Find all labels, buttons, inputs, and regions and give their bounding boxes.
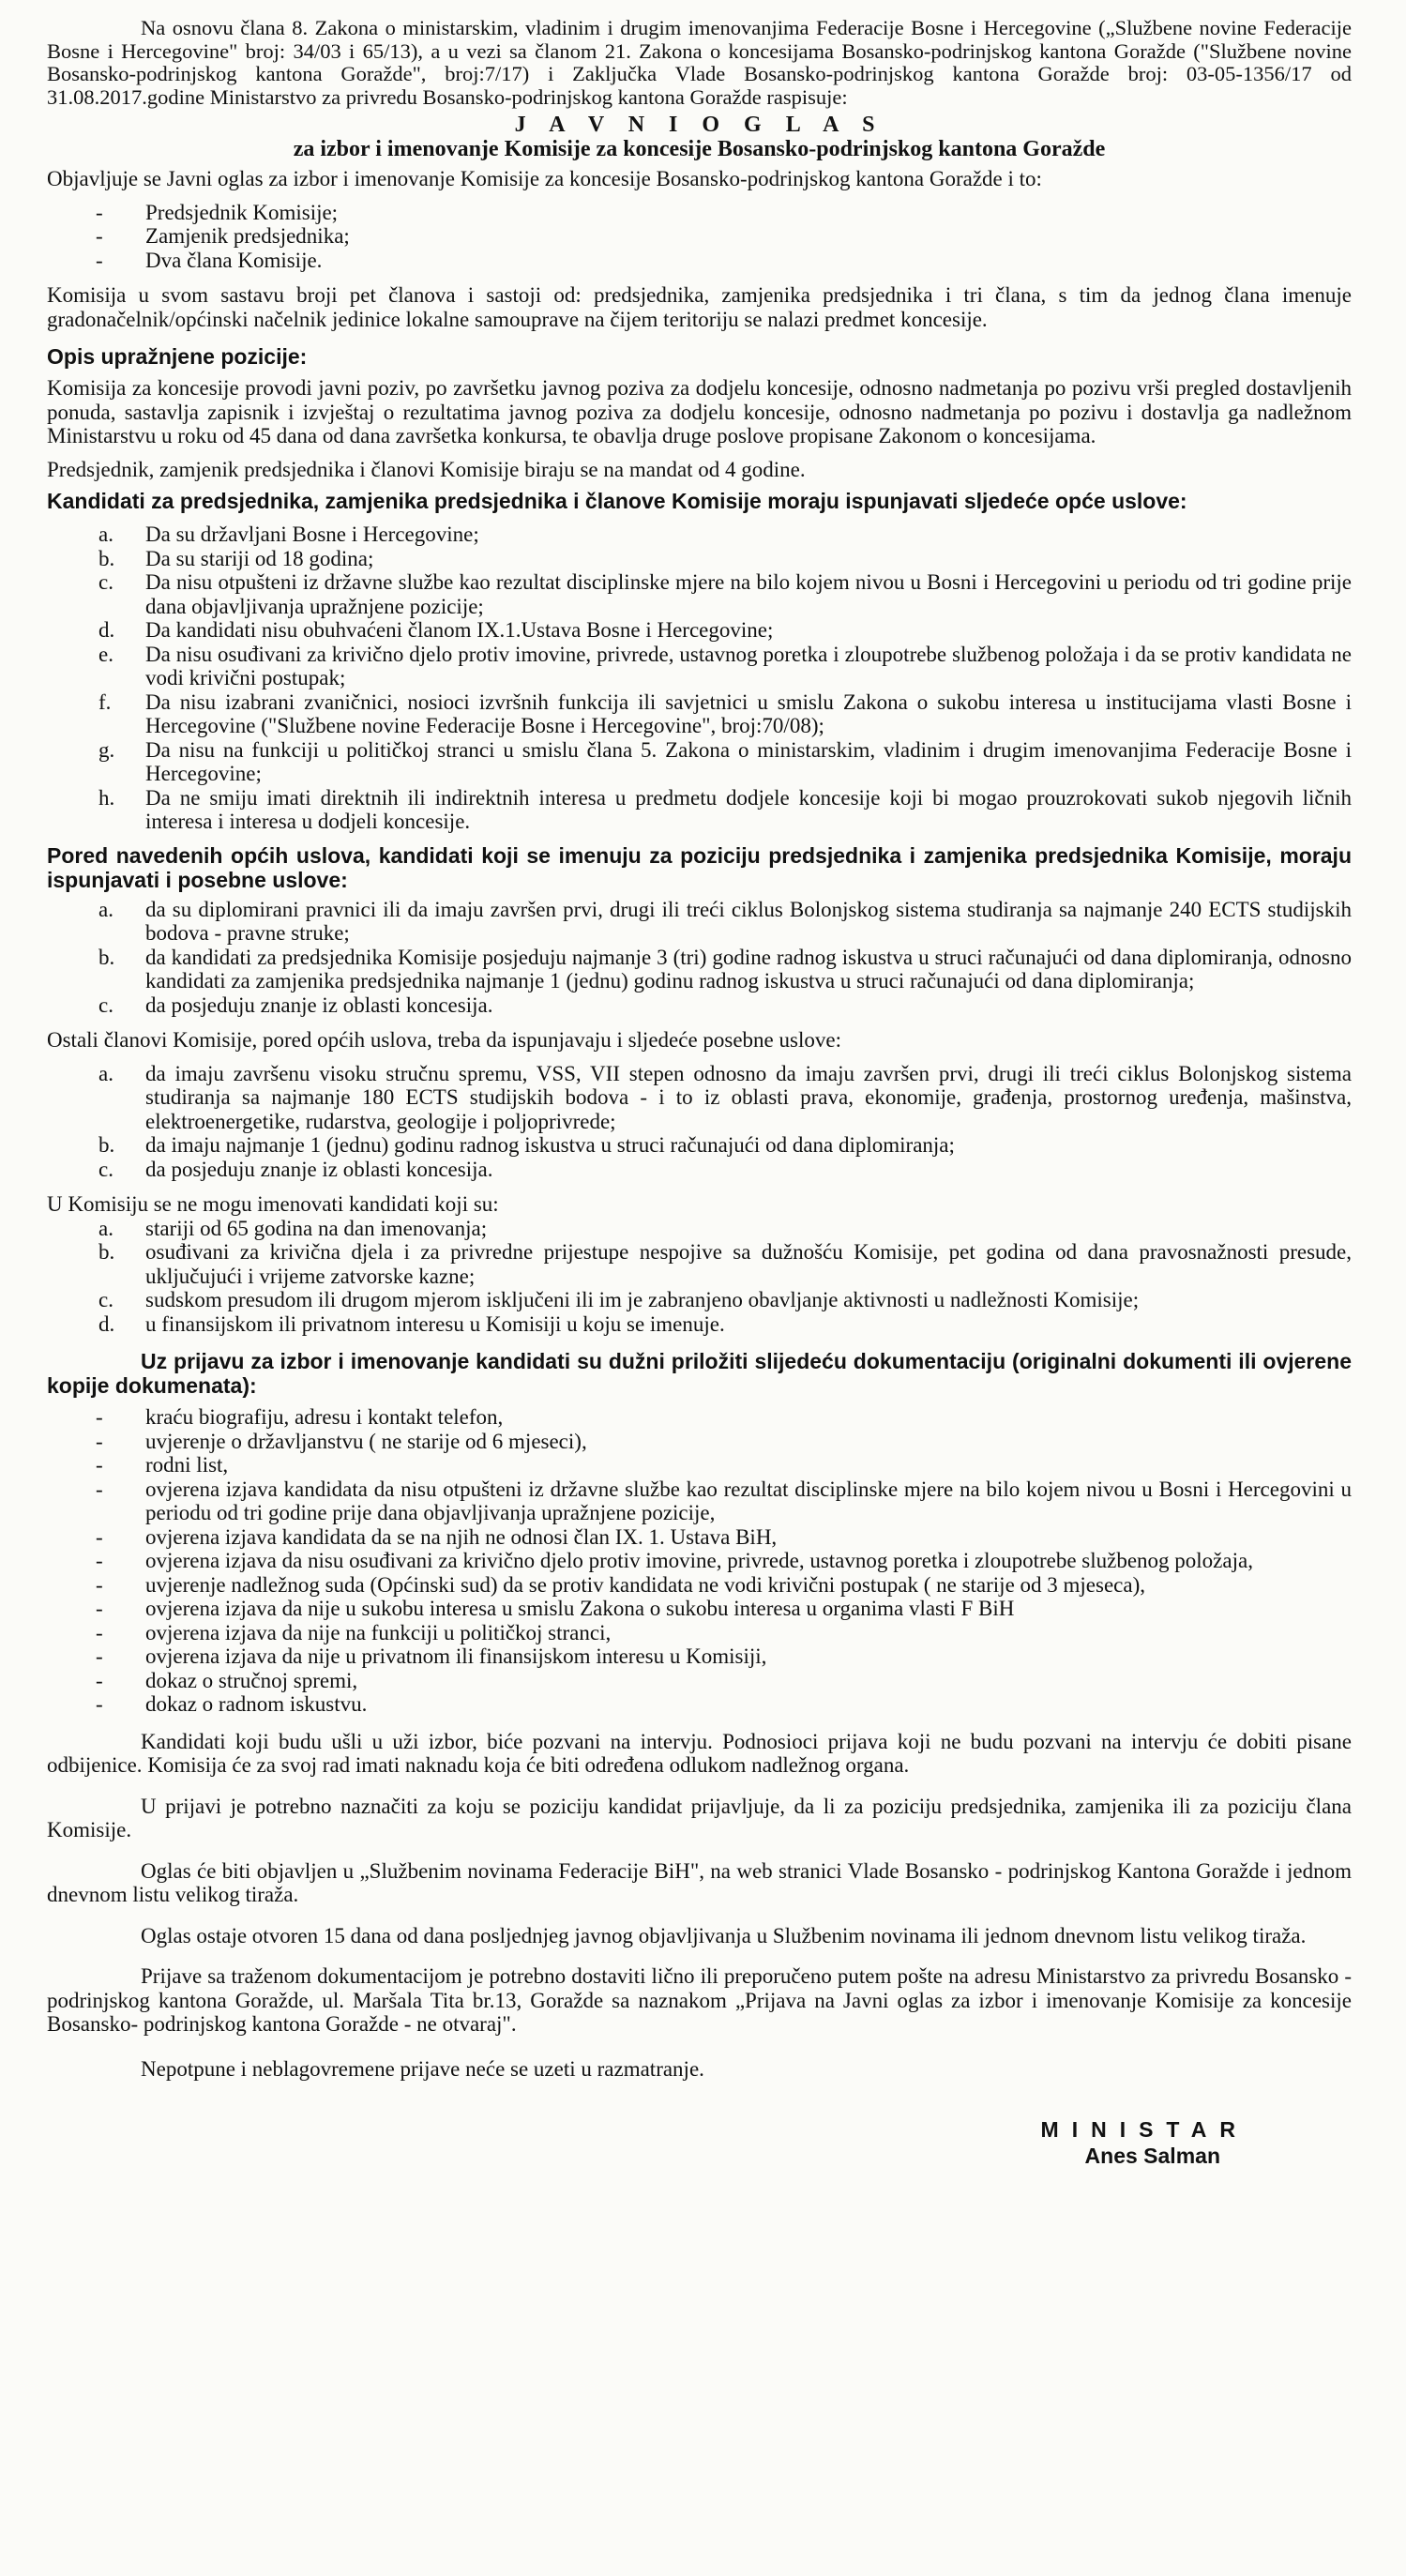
list-marker: a. bbox=[98, 897, 113, 921]
list-item-text: ovjerena izjava da nije na funkciji u političkoj stranci, bbox=[145, 1620, 612, 1644]
list-item bbox=[47, 1217, 1352, 1241]
list-marker: b. bbox=[98, 1133, 115, 1157]
list-item-text: Da nisu izabrani zvaničnici, nosioci izvršnih funkcija ili savjetnici u smislu Zakona o sukobu interesa u institucijama vlasti Bosne i Hercegovine ("Službene novine Federacije Bosne i Hercegovine", broj:70/08); bbox=[145, 689, 1352, 737]
open-paragraph: Oglas ostaje otvoren 15 dana od dana posljednjeg javnog objavljivanja u Službenim novinama ili jednom dnevnom listu velikog tiraža. bbox=[141, 1923, 1307, 1947]
special-conditions-list bbox=[47, 898, 1352, 1018]
list-marker: - bbox=[96, 1524, 103, 1549]
list-item bbox=[47, 618, 1352, 643]
document-title: J A V N I O G L A S bbox=[514, 113, 884, 137]
list-item-text: da imaju završenu visoku stručnu spremu, VSS, VII stepen odnosno da imaju završen prvi, drugi ili treći ciklus Bolonjskog sistema studiranja sa najmanje 180 ECTS studijskih bodova - i to iz oblasti prava, ekonomije, građenja, prostornog uređenja, mašinstva, elektroenergetike, rudarstva, geologije i poljoprivrede; bbox=[145, 1061, 1352, 1133]
list-marker: c. bbox=[98, 993, 113, 1017]
intro-paragraph: Na osnovu člana 8. Zakona o ministarskim, vladinim i drugim imenovanjima Federacije Bosne i Hercegovine („Službene novine Federacije Bosne i Hercegovine" broj: 34/03 i 65/13), a u vezi sa članom 21. Zakona o koncesijama Bosansko-podrinjskog kantona Goražde ("Službene novine Bosansko-podrinjskog kantona Goražde", broj:7/17) i Zaključka Vlade Bosansko-podrinjskog kantona Goražde broj: 03-05-1356/17 od 31.08.2017.godine Ministarstvo za privredu Bosansko-podrinjskog kantona Goražde raspisuje: bbox=[47, 16, 1352, 109]
signature-name: Anes Salman bbox=[1084, 2143, 1220, 2168]
list-marker: - bbox=[96, 1429, 103, 1453]
list-marker: - bbox=[96, 1644, 103, 1668]
positions-list bbox=[47, 201, 1352, 273]
list-item-text: kraću biografiju, adresu i kontakt telefon, bbox=[145, 1405, 504, 1429]
special-conditions-heading: Pored navedenih općih uslova, kandidati koji se imenuju za poziciju predsjednika i zamjenika predsjednika Komisije, moraju ispunjavati i posebne uslove: bbox=[47, 842, 1352, 892]
list-marker: g. bbox=[98, 737, 115, 762]
general-conditions-list bbox=[47, 523, 1352, 834]
list-item bbox=[47, 1692, 1352, 1717]
list-item-text: da kandidati za predsjednika Komisije posjeduju najmanje 3 (tri) godine radnog iskustva u struci računajući od dana diplomiranja, odnosno kandidati za zamjenika predsjednika najmanje 1 (jednu) godinu radnog iskustva u struci računajući od dana diplomiranja; bbox=[145, 945, 1352, 993]
list-marker: c. bbox=[98, 1288, 113, 1311]
excluded-list bbox=[47, 1217, 1352, 1337]
list-marker: - bbox=[96, 1692, 103, 1716]
signature-title: MINISTAR bbox=[1040, 2117, 1248, 2142]
list-marker: - bbox=[96, 1668, 103, 1692]
list-marker: h. bbox=[98, 785, 115, 810]
list-item-text: Da ne smiju imati direktnih ili indirektnih interesa u predmetu dodjele koncesije koji bi mogao prouzrokovati sukob njegovih ličnih interesa i interesa u dodjeli koncesije. bbox=[145, 785, 1352, 833]
list-item-text: ovjerena izjava da nije u sukobu interesa u smislu Zakona o sukobu interesa u organima vlasti F BiH bbox=[145, 1597, 1015, 1620]
list-marker: - bbox=[96, 1620, 103, 1644]
list-item bbox=[47, 738, 1352, 786]
list-item bbox=[47, 1477, 1352, 1525]
list-marker: a. bbox=[98, 523, 113, 546]
list-marker: - bbox=[96, 200, 103, 224]
list-item bbox=[47, 993, 1352, 1018]
documents-list bbox=[47, 1405, 1352, 1717]
list-item bbox=[47, 690, 1352, 738]
list-item bbox=[47, 898, 1352, 946]
list-marker: b. bbox=[98, 1240, 115, 1264]
composition-paragraph: Komisija u svom sastavu broji pet članova i sastoji od: predsjednika, zamjenika predsjednika i tri člana, s tim da jednog člana imenuje gradonačelnik/općinski načelnik jedinice lokalne samouprave na čijem teritoriju se nalazi predmet koncesije. bbox=[47, 283, 1352, 331]
list-marker: - bbox=[96, 224, 103, 248]
excluded-heading: U Komisiju se ne mogu imenovati kandidati koji su: bbox=[47, 1192, 499, 1216]
list-item-text: rodni list, bbox=[145, 1453, 229, 1477]
list-item-text: Da nisu osuđivani za krivično djelo protiv imovine, privrede, ustavnog poretka i zloupotrebe službenog položaja i da se protiv kandidata ne vodi krivični postupak; bbox=[145, 642, 1352, 689]
list-marker: - bbox=[96, 248, 103, 272]
description-paragraph: Komisija za koncesije provodi javni poziv, po završetku javnog poziva za dodjelu koncesije, odnosno nadmetanja po pozivu vrši pregled dostavljenih ponuda, sastavlja zapisnik i izvještaj o rezultatima javnog poziva za dodjelu koncesije, odnosno nadmetanja po pozivu i dostavlja ga nadležnom Ministarstvu u roku od 45 dana od dana završetka konkursa, te obavlja druge poslove propisane Zakonom o koncesijama. bbox=[47, 376, 1352, 447]
list-item bbox=[47, 547, 1352, 571]
list-item bbox=[47, 1549, 1352, 1573]
list-marker: b. bbox=[98, 945, 115, 969]
description-heading: Opis upražnjene pozicije: bbox=[47, 344, 308, 369]
list-item-text: ovjerena izjava kandidata da se na njih ne odnosi član IX. 1. Ustava BiH, bbox=[145, 1524, 778, 1549]
announce-paragraph: Objavljuje se Javni oglas za izbor i imenovanje Komisije za koncesije Bosansko-podrinjskog kantona Goražde i to: bbox=[47, 167, 1042, 190]
list-item bbox=[47, 1288, 1352, 1312]
list-item bbox=[47, 1133, 1352, 1158]
members-conditions-heading: Ostali članovi Komisije, pored općih uslova, treba da ispunjavaju i sljedeće posebne uslove: bbox=[47, 1028, 841, 1052]
interview-paragraph: Kandidati koji budu ušli u uži izbor, biće pozvani na intervju. Podnosioci prijava koji ne budu pozvani na intervju će dobiti pisane odbijenice. Komisija će za svoj rad imati naknadu koja će biti određena odlukom nadležnog organa. bbox=[47, 1729, 1352, 1777]
general-conditions-heading: Kandidati za predsjednika, zamjenika predsjednika i članove Komisije moraju ispunjavati sljedeće opće uslove: bbox=[47, 489, 1187, 513]
list-marker: f. bbox=[98, 689, 112, 714]
list-item-text: dokaz o radnom iskustvu. bbox=[145, 1692, 368, 1716]
list-marker: d. bbox=[98, 618, 115, 642]
list-item-text: Predsjednik Komisije; bbox=[145, 200, 339, 224]
list-item-text: Da su stariji od 18 godina; bbox=[145, 546, 374, 570]
list-item-text: da imaju najmanje 1 (jednu) godinu radnog iskustva u struci računajući od dana diplomiranja; bbox=[145, 1133, 955, 1157]
list-item-text: u finansijskom ili privatnom interesu u Komisiji u koju se imenuje. bbox=[145, 1311, 725, 1336]
mandate-paragraph: Predsjednik, zamjenik predsjednika i članovi Komisije biraju se na mandat od 4 godine. bbox=[47, 457, 806, 481]
list-marker: - bbox=[96, 1572, 103, 1597]
list-item-text: Da nisu na funkciji u političkoj stranci u smislu člana 5. Zakona o ministarskim, vladinim i drugim imenovanjima Federacije Bosne i Hercegovine; bbox=[145, 737, 1352, 785]
list-item-text: uvjerenje nadležnog suda (Općinski sud) da se protiv kandidata ne vodi krivični postupak ( ne starije od 3 mjeseca), bbox=[145, 1572, 1145, 1597]
list-item-text: ovjerena izjava da nije u privatnom ili finansijskom interesu u Komisiji, bbox=[145, 1644, 767, 1668]
list-marker: - bbox=[96, 1597, 103, 1620]
list-item-text: stariji od 65 godina na dan imenovanja; bbox=[145, 1216, 488, 1240]
list-item bbox=[47, 1158, 1352, 1182]
list-item-text: Dva člana Komisije. bbox=[145, 248, 323, 272]
list-item bbox=[47, 1597, 1352, 1621]
list-item-text: ovjerena izjava da nisu osuđivani za krivično djelo protiv imovine, privrede, ustavnog poretka i zloupotrebe službenog položaja, bbox=[145, 1549, 1253, 1572]
list-marker: - bbox=[96, 1453, 103, 1477]
list-item bbox=[47, 523, 1352, 547]
list-item-text: dokaz o stručnoj spremi, bbox=[145, 1668, 358, 1692]
list-item-text: Zamjenik predsjednika; bbox=[145, 224, 350, 248]
list-item-text: da su diplomirani pravnici ili da imaju završen prvi, drugi ili treći ciklus Bolonjskog sistema studiranja sa najmanje 240 ECTS studijskih bodova - pravne struke; bbox=[145, 897, 1352, 945]
list-marker: - bbox=[96, 1477, 103, 1501]
list-marker: - bbox=[96, 1405, 103, 1429]
list-marker: a. bbox=[98, 1216, 113, 1240]
list-marker: c. bbox=[98, 570, 113, 594]
members-conditions-list bbox=[47, 1062, 1352, 1182]
list-item bbox=[47, 1644, 1352, 1669]
list-item bbox=[47, 1669, 1352, 1693]
list-item bbox=[47, 1312, 1352, 1337]
indicate-paragraph: U prijavi je potrebno naznačiti za koju se poziciju kandidat prijavljuje, da li za poziciju predsjednika, zamjenika ili za poziciju člana Komisije. bbox=[47, 1794, 1352, 1841]
list-item-text: sudskom presudom ili drugom mjerom isključeni ili im je zabranjeno obavljanje aktivnosti u nadležnosti Komisije; bbox=[145, 1288, 1140, 1311]
submit-paragraph: Prijave sa traženom dokumentacijom je potrebno dostaviti lično ili preporučeno putem pošte na adresu Ministarstvo za privredu Bosansko - podrinjskog kantona Goražde, ul. Maršala Tita br.13, Goražde sa naznakom „Prijava na Javni oglas za izbor i imenovanje Komisije za koncesije Bosansko- podrinjskog kantona Goražde - ne otvaraj". bbox=[47, 1964, 1352, 2036]
list-item bbox=[47, 946, 1352, 993]
list-marker: b. bbox=[98, 546, 115, 570]
list-marker: a. bbox=[98, 1061, 113, 1085]
list-marker: - bbox=[96, 1549, 103, 1572]
signature-block bbox=[47, 2118, 1352, 2168]
list-item-text: Da nisu otpušteni iz državne službe kao rezultat disciplinske mjere na bilo kojem nivou u Bosni i Hercegovini u periodu od tri godine prije dana objavljivanja upražnjene pozicije; bbox=[145, 570, 1352, 618]
list-item bbox=[47, 1453, 1352, 1477]
list-item-text: osuđivani za krivična djela i za privredne prijestupe nespojive sa dužnošću Komisije, pet godina od dana pravosnažnosti presude, uključujući i vrijeme zatvorske kazne; bbox=[145, 1240, 1352, 1288]
list-item bbox=[47, 1062, 1352, 1134]
list-marker: d. bbox=[98, 1311, 115, 1336]
list-item-text: da posjeduju znanje iz oblasti koncesija. bbox=[145, 1157, 493, 1181]
list-item-text: da posjeduju znanje iz oblasti koncesija. bbox=[145, 993, 493, 1017]
documents-heading: Uz prijavu za izbor i imenovanje kandidati su dužni priložiti slijedeću dokumentaciju (originalni dokumenti ili ovjerene kopije dokumenata): bbox=[47, 1349, 1352, 1398]
list-item bbox=[47, 1573, 1352, 1598]
list-item-text: ovjerena izjava kandidata da nisu otpušteni iz državne službe kao rezultat disciplinske mjere na bilo kojem nivou u Bosni i Hercegovini u periodu od tri godine prije dana objavljivanja upražnjene pozicije, bbox=[145, 1477, 1352, 1524]
list-marker: c. bbox=[98, 1157, 113, 1181]
list-item-text: Da kandidati nisu obuhvaćeni članom IX.1.Ustava Bosne i Hercegovine; bbox=[145, 618, 774, 642]
list-item bbox=[47, 249, 1352, 273]
list-item bbox=[47, 224, 1352, 249]
list-item bbox=[47, 201, 1352, 225]
publish-paragraph: Oglas će biti objavljen u „Službenim novinama Federacije BiH", na web stranici Vlade Bosansko - podrinjskog Kantona Goražde i jednom dnevnom listu velikog tiraža. bbox=[47, 1858, 1352, 1906]
list-item bbox=[47, 786, 1352, 834]
list-item-text: uvjerenje o državljanstvu ( ne starije od 6 mjeseci), bbox=[145, 1429, 587, 1453]
document-subtitle: za izbor i imenovanje Komisije za koncesije Bosansko-podrinjskog kantona Goražde bbox=[293, 137, 1106, 161]
list-item bbox=[47, 1405, 1352, 1430]
list-item bbox=[47, 643, 1352, 690]
list-item bbox=[47, 1240, 1352, 1288]
list-item bbox=[47, 570, 1352, 618]
list-item-text: Da su državljani Bosne i Hercegovine; bbox=[145, 523, 479, 546]
list-item bbox=[47, 1621, 1352, 1645]
incomplete-paragraph: Nepotpune i neblagovremene prijave neće se uzeti u razmatranje. bbox=[141, 2056, 704, 2081]
list-marker: e. bbox=[98, 642, 113, 666]
list-item bbox=[47, 1430, 1352, 1454]
list-item bbox=[47, 1525, 1352, 1550]
